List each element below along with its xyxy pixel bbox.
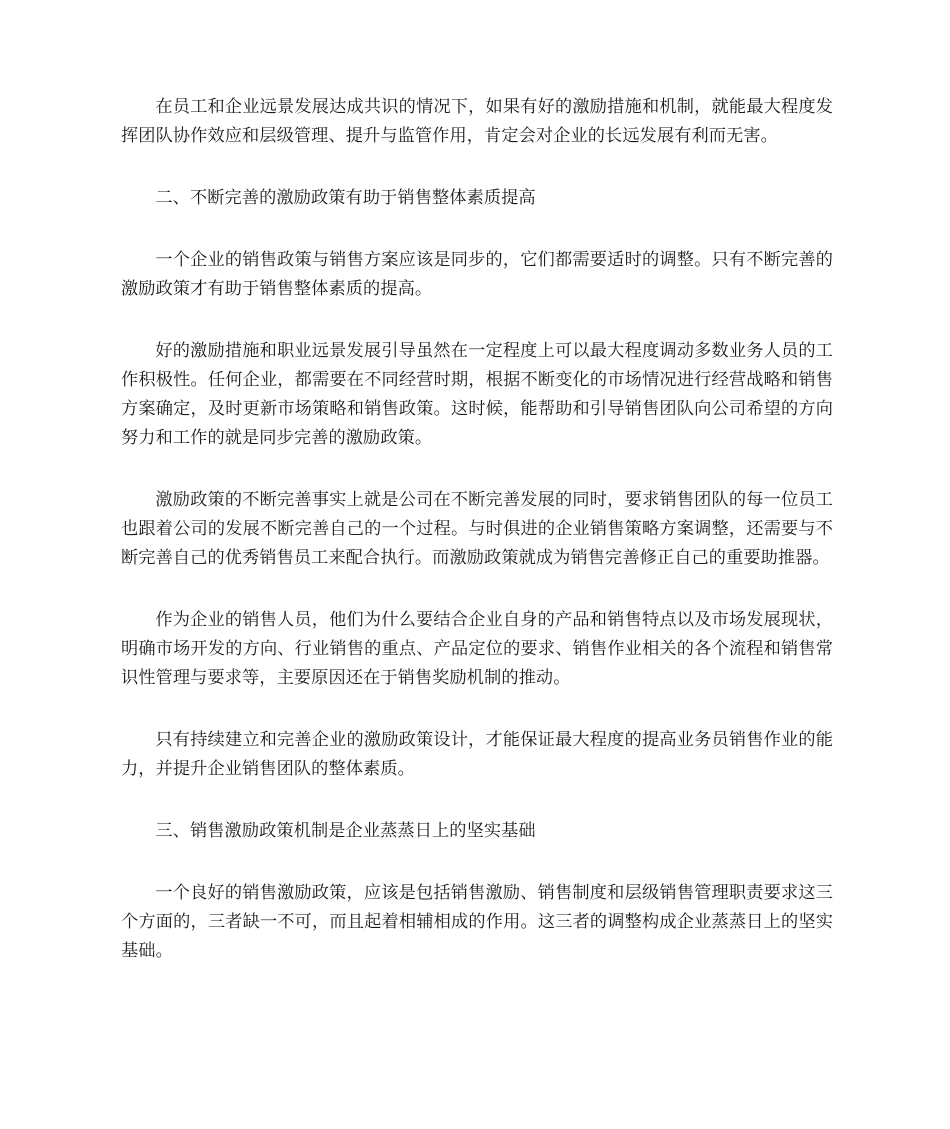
paragraph: 好的激励措施和职业远景发展引导虽然在一定程度上可以最大程度调动多数业务人员的工作积极性。任何企业，都需要在不同经营时期，根据不断变化的市场情况进行经营战略和销售方案确定，及时更新市场策略和销售政策。这时候，能帮助和引导销售团队向公司希望的方向努力和工作的就是同步完善的激励政策。 <box>121 341 833 448</box>
paragraph: 只有持续建立和完善企业的激励政策设计，才能保证最大程度的提高业务员销售作业的能力，并提升企业销售团队的整体素质。 <box>121 730 833 779</box>
paragraph: 作为企业的销售人员，他们为什么要结合企业自身的产品和销售特点以及市场发展现状，明确市场开发的方向、行业销售的重点、产品定位的要求、销售作业相关的各个流程和销售常识性管理与要求等，主要原因还在于销售奖励机制的推动。 <box>121 610 833 688</box>
section-heading: 三、销售激励政策机制是企业蒸蒸日上的坚实基础 <box>155 821 536 841</box>
paragraph: 一个企业的销售政策与销售方案应该是同步的，它们都需要适时的调整。只有不断完善的激励政策才有助于销售整体素质的提高。 <box>121 250 833 299</box>
section-heading: 二、不断完善的激励政策有助于销售整体素质提高 <box>155 188 536 208</box>
paragraph: 在员工和企业远景发展达成共识的情况下，如果有好的激励措施和机制，就能最大程度发挥团队协作效应和层级管理、提升与监管作用，肯定会对企业的长远发展有利而无害。 <box>121 97 833 146</box>
paragraph: 激励政策的不断完善事实上就是公司在不断完善发展的同时，要求销售团队的每一位员工也跟着公司的发展不断完善自己的一个过程。与时俱进的企业销售策略方案调整，还需要与不断完善自己的优秀销售员工来配合执行。而激励政策就成为销售完善修正自己的重要助推器。 <box>121 490 833 568</box>
document-page <box>121 93 833 999</box>
paragraph: 一个良好的销售激励政策，应该是包括销售激励、销售制度和层级销售管理职责要求这三个方面的，三者缺一不可，而且起着相辅相成的作用。这三者的调整构成企业蒸蒸日上的坚实基础。 <box>121 883 833 961</box>
